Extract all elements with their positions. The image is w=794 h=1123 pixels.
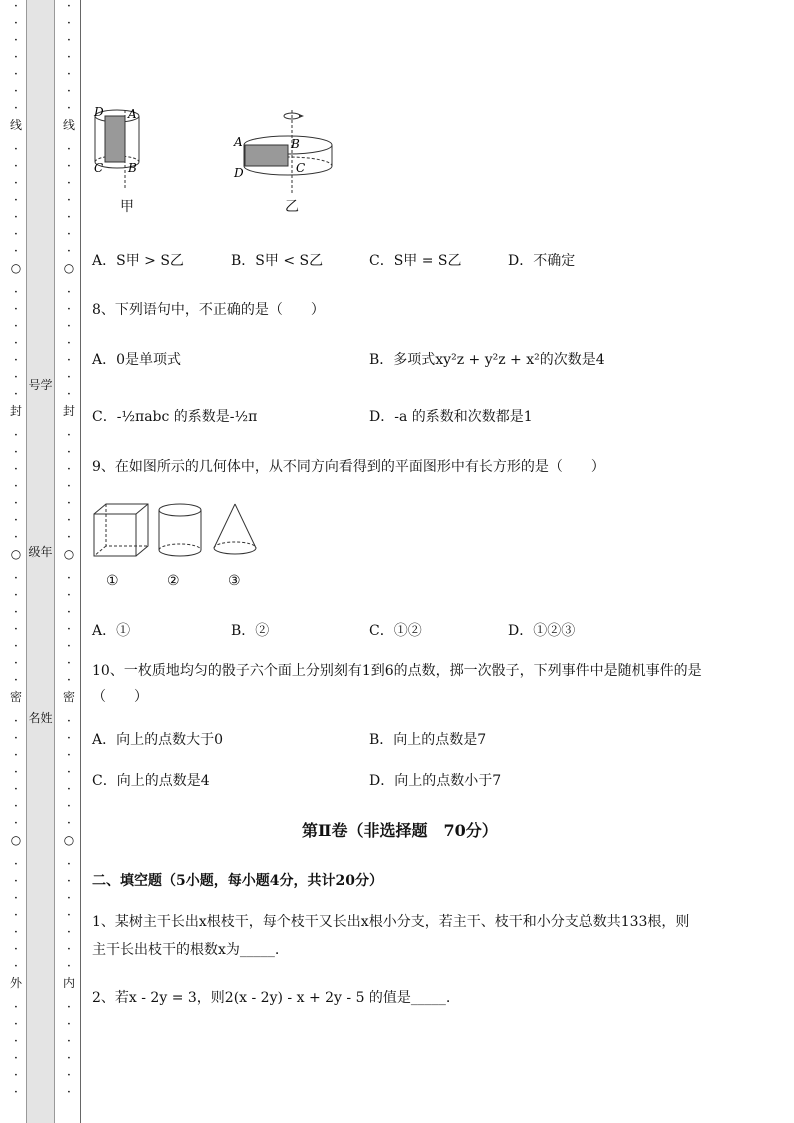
- margin-dot: ·: [66, 33, 72, 48]
- margin-rule: [80, 0, 81, 1123]
- margin-dot: ·: [66, 445, 72, 460]
- margin-dot: ·: [13, 799, 19, 814]
- margin-dot: ·: [66, 336, 72, 351]
- q9-option-a: A．①: [92, 623, 131, 639]
- margin-dot: ·: [66, 227, 72, 242]
- q7-option-c: C．S甲 = S乙: [369, 253, 462, 269]
- margin-dot: ·: [66, 193, 72, 208]
- margin-dot: ·: [13, 673, 19, 688]
- margin-dot: ·: [13, 571, 19, 586]
- margin-dot: ·: [66, 479, 72, 494]
- name-label: 名姓: [28, 711, 53, 725]
- margin-dot: ·: [13, 302, 19, 317]
- fill2-text: 2、若x - 2y = 3，则2(x - 2y) - x + 2y - 5 的值是_____.: [92, 990, 451, 1006]
- margin-dot: ·: [66, 816, 72, 831]
- margin-dot: ·: [13, 496, 19, 511]
- margin-dot: ·: [66, 714, 72, 729]
- right-margin-mark: ○: [63, 547, 75, 561]
- label-a2: A: [234, 135, 243, 149]
- margin-dot: ·: [66, 1000, 72, 1015]
- q9-option-d: D．①②③: [508, 623, 576, 639]
- margin-dot: ·: [13, 445, 19, 460]
- margin-dot: ·: [13, 714, 19, 729]
- margin-dot: ·: [13, 1085, 19, 1100]
- caption-yi: 乙: [285, 199, 299, 215]
- margin-dot: ·: [13, 1034, 19, 1049]
- margin-dot: ·: [66, 0, 72, 14]
- q10-option-c: C．向上的点数是4: [92, 773, 210, 789]
- margin-dot: ·: [66, 656, 72, 671]
- margin-dot: ·: [13, 210, 19, 225]
- margin-dot: ·: [13, 370, 19, 385]
- margin-dot: ·: [13, 142, 19, 157]
- right-margin-mark: ○: [63, 833, 75, 847]
- margin-dot: ·: [13, 101, 19, 116]
- margin-dot: ·: [13, 193, 19, 208]
- margin-dot: ·: [13, 656, 19, 671]
- margin-dot: ·: [66, 605, 72, 620]
- cube-figure: [94, 504, 148, 556]
- solids-figure: [92, 502, 262, 564]
- right-margin-mark: 封: [63, 404, 76, 418]
- q10-option-d: D．向上的点数小于7: [369, 773, 502, 789]
- margin-dot: ·: [66, 908, 72, 923]
- q7-option-b: B．S甲 < S乙: [231, 253, 324, 269]
- margin-dot: ·: [66, 925, 72, 940]
- margin-dot: ·: [66, 874, 72, 889]
- margin-dot: ·: [66, 765, 72, 780]
- margin-dot: ·: [66, 50, 72, 65]
- margin-dot: ·: [66, 159, 72, 174]
- margin-dot: ·: [66, 285, 72, 300]
- margin-dot: ·: [66, 302, 72, 317]
- margin-dot: ·: [66, 571, 72, 586]
- q10-option-b: B．向上的点数是7: [369, 732, 487, 748]
- margin-dot: ·: [66, 1068, 72, 1083]
- margin-dot: ·: [13, 319, 19, 334]
- margin-dot: ·: [13, 67, 19, 82]
- margin-dot: ·: [13, 0, 19, 14]
- margin-dot: ·: [66, 748, 72, 763]
- margin-dot: ·: [13, 428, 19, 443]
- fill-in-section-header: 二、填空题（5小题，每小题4分，共计20分）: [92, 873, 383, 889]
- margin-dot: ·: [66, 1034, 72, 1049]
- left-margin-mark: ○: [10, 833, 22, 847]
- q10-stem-line1: 10、一枚质地均匀的骰子六个面上分别刻有1到6的点数，掷一次骰子，下列事件中是随机事件的是: [92, 663, 702, 679]
- margin-dot: ·: [13, 857, 19, 872]
- margin-dot: ·: [13, 925, 19, 940]
- q7-option-a: A．S甲 > S乙: [92, 253, 184, 269]
- left-margin-mark: ○: [10, 261, 22, 275]
- margin-dot: ·: [13, 1068, 19, 1083]
- exam-page: [92, 0, 772, 1123]
- margin-dot: ·: [13, 959, 19, 974]
- margin-dot: ·: [66, 176, 72, 191]
- label-c2: C: [296, 161, 306, 175]
- margin-dot: ·: [66, 731, 72, 746]
- figure-jia: [93, 105, 139, 190]
- cone-figure: [214, 504, 256, 554]
- left-margin-mark: ○: [10, 547, 22, 561]
- margin-dot: ·: [13, 33, 19, 48]
- part-two-title: 第Ⅱ卷（非选择题 70分）: [302, 821, 498, 840]
- student-number-label: 号学: [28, 378, 53, 392]
- left-margin-mark: 线: [10, 118, 23, 132]
- margin-dot: ·: [13, 874, 19, 889]
- margin-dot: ·: [66, 513, 72, 528]
- margin-dot: ·: [66, 1085, 72, 1100]
- margin-dot: ·: [66, 244, 72, 259]
- margin-dot: ·: [66, 387, 72, 402]
- margin-dot: ·: [66, 67, 72, 82]
- margin-dot: ·: [13, 908, 19, 923]
- margin-dot: ·: [13, 176, 19, 191]
- q10-option-a: A．向上的点数大于0: [92, 732, 224, 748]
- figure-label-2: ②: [167, 573, 180, 589]
- right-dotted-line: [63, 0, 75, 1123]
- right-margin-mark: 内: [63, 976, 76, 990]
- margin-dot: ·: [13, 816, 19, 831]
- margin-dot: ·: [13, 227, 19, 242]
- q8-option-c: C．-½πabc 的系数是-½π: [92, 409, 258, 425]
- student-info-strip: [26, 0, 55, 1123]
- margin-dot: ·: [13, 462, 19, 477]
- margin-dot: ·: [66, 210, 72, 225]
- margin-dot: ·: [66, 462, 72, 477]
- left-margin-mark: 外: [10, 976, 23, 990]
- margin-dot: ·: [66, 1017, 72, 1032]
- margin-dot: ·: [13, 1017, 19, 1032]
- margin-dot: ·: [13, 622, 19, 637]
- margin-dot: ·: [13, 530, 19, 545]
- margin-dot: ·: [66, 101, 72, 116]
- margin-dot: ·: [66, 622, 72, 637]
- margin-dot: ·: [66, 530, 72, 545]
- label-a: A: [128, 107, 137, 121]
- cylinder-figure: [159, 504, 201, 556]
- q8-option-b: B．多项式xy²z + y²z + x²的次数是4: [369, 352, 605, 368]
- figure-yi: [233, 110, 332, 195]
- margin-dot: ·: [13, 891, 19, 906]
- label-d: D: [94, 105, 104, 119]
- q8-stem: 8、下列语句中，不正确的是（ ）: [92, 302, 325, 318]
- left-dotted-line: [10, 0, 22, 1123]
- binding-margin: [0, 0, 86, 1123]
- q7-option-d: D．不确定: [508, 253, 576, 269]
- q9-option-c: C．①②: [369, 623, 422, 639]
- margin-dot: ·: [66, 428, 72, 443]
- margin-dot: ·: [66, 16, 72, 31]
- margin-dot: ·: [13, 336, 19, 351]
- margin-dot: ·: [13, 605, 19, 620]
- margin-dot: ·: [66, 353, 72, 368]
- label-b: B: [128, 161, 137, 175]
- margin-dot: ·: [13, 479, 19, 494]
- margin-dot: ·: [13, 387, 19, 402]
- margin-dot: ·: [13, 765, 19, 780]
- margin-dot: ·: [13, 16, 19, 31]
- q9-option-b: B．②: [231, 623, 270, 639]
- margin-dot: ·: [13, 244, 19, 259]
- margin-dot: ·: [66, 891, 72, 906]
- margin-dot: ·: [13, 1000, 19, 1015]
- fill1-line1: 1、某树主干长出x根枝干，每个枝干又长出x根小分支，若主干、枝干和小分支总数共133根，则: [92, 914, 690, 930]
- class-label: 级年: [28, 545, 53, 559]
- right-margin-mark: 线: [63, 118, 76, 132]
- margin-dot: ·: [66, 857, 72, 872]
- right-margin-mark: 密: [63, 690, 76, 704]
- margin-dot: ·: [66, 782, 72, 797]
- margin-dot: ·: [13, 84, 19, 99]
- margin-dot: ·: [13, 513, 19, 528]
- label-c: C: [94, 161, 104, 175]
- margin-dot: ·: [13, 588, 19, 603]
- margin-dot: ·: [66, 673, 72, 688]
- label-d2: D: [234, 166, 244, 180]
- margin-dot: ·: [66, 588, 72, 603]
- fill1-line2: 主干长出枝干的根数x为_____.: [92, 942, 280, 958]
- left-margin-mark: 密: [10, 690, 23, 704]
- margin-dot: ·: [66, 942, 72, 957]
- q9-stem: 9、在如图所示的几何体中，从不同方向看得到的平面图形中有长方形的是（ ）: [92, 459, 605, 475]
- margin-dot: ·: [13, 731, 19, 746]
- right-margin-mark: ○: [63, 261, 75, 275]
- margin-dot: ·: [66, 639, 72, 654]
- label-b2: B: [291, 137, 300, 151]
- figure-label-1: ①: [106, 573, 119, 589]
- caption-jia: 甲: [120, 199, 134, 215]
- margin-dot: ·: [66, 370, 72, 385]
- margin-dot: ·: [66, 1051, 72, 1066]
- q8-option-d: D．-a 的系数和次数都是1: [369, 409, 533, 425]
- margin-dot: ·: [66, 319, 72, 334]
- q10-stem-line2: （ ）: [92, 689, 148, 705]
- margin-dot: ·: [13, 639, 19, 654]
- margin-dot: ·: [13, 353, 19, 368]
- margin-dot: ·: [13, 1051, 19, 1066]
- margin-dot: ·: [13, 285, 19, 300]
- margin-dot: ·: [66, 799, 72, 814]
- margin-dot: ·: [66, 84, 72, 99]
- margin-dot: ·: [13, 159, 19, 174]
- margin-dot: ·: [66, 142, 72, 157]
- margin-dot: ·: [13, 50, 19, 65]
- margin-dot: ·: [13, 782, 19, 797]
- margin-dot: ·: [13, 748, 19, 763]
- margin-dot: ·: [66, 959, 72, 974]
- figure-label-3: ③: [228, 573, 241, 589]
- margin-dot: ·: [66, 496, 72, 511]
- q8-option-a: A．0是单项式: [92, 352, 182, 368]
- left-margin-mark: 封: [10, 404, 23, 418]
- margin-dot: ·: [13, 942, 19, 957]
